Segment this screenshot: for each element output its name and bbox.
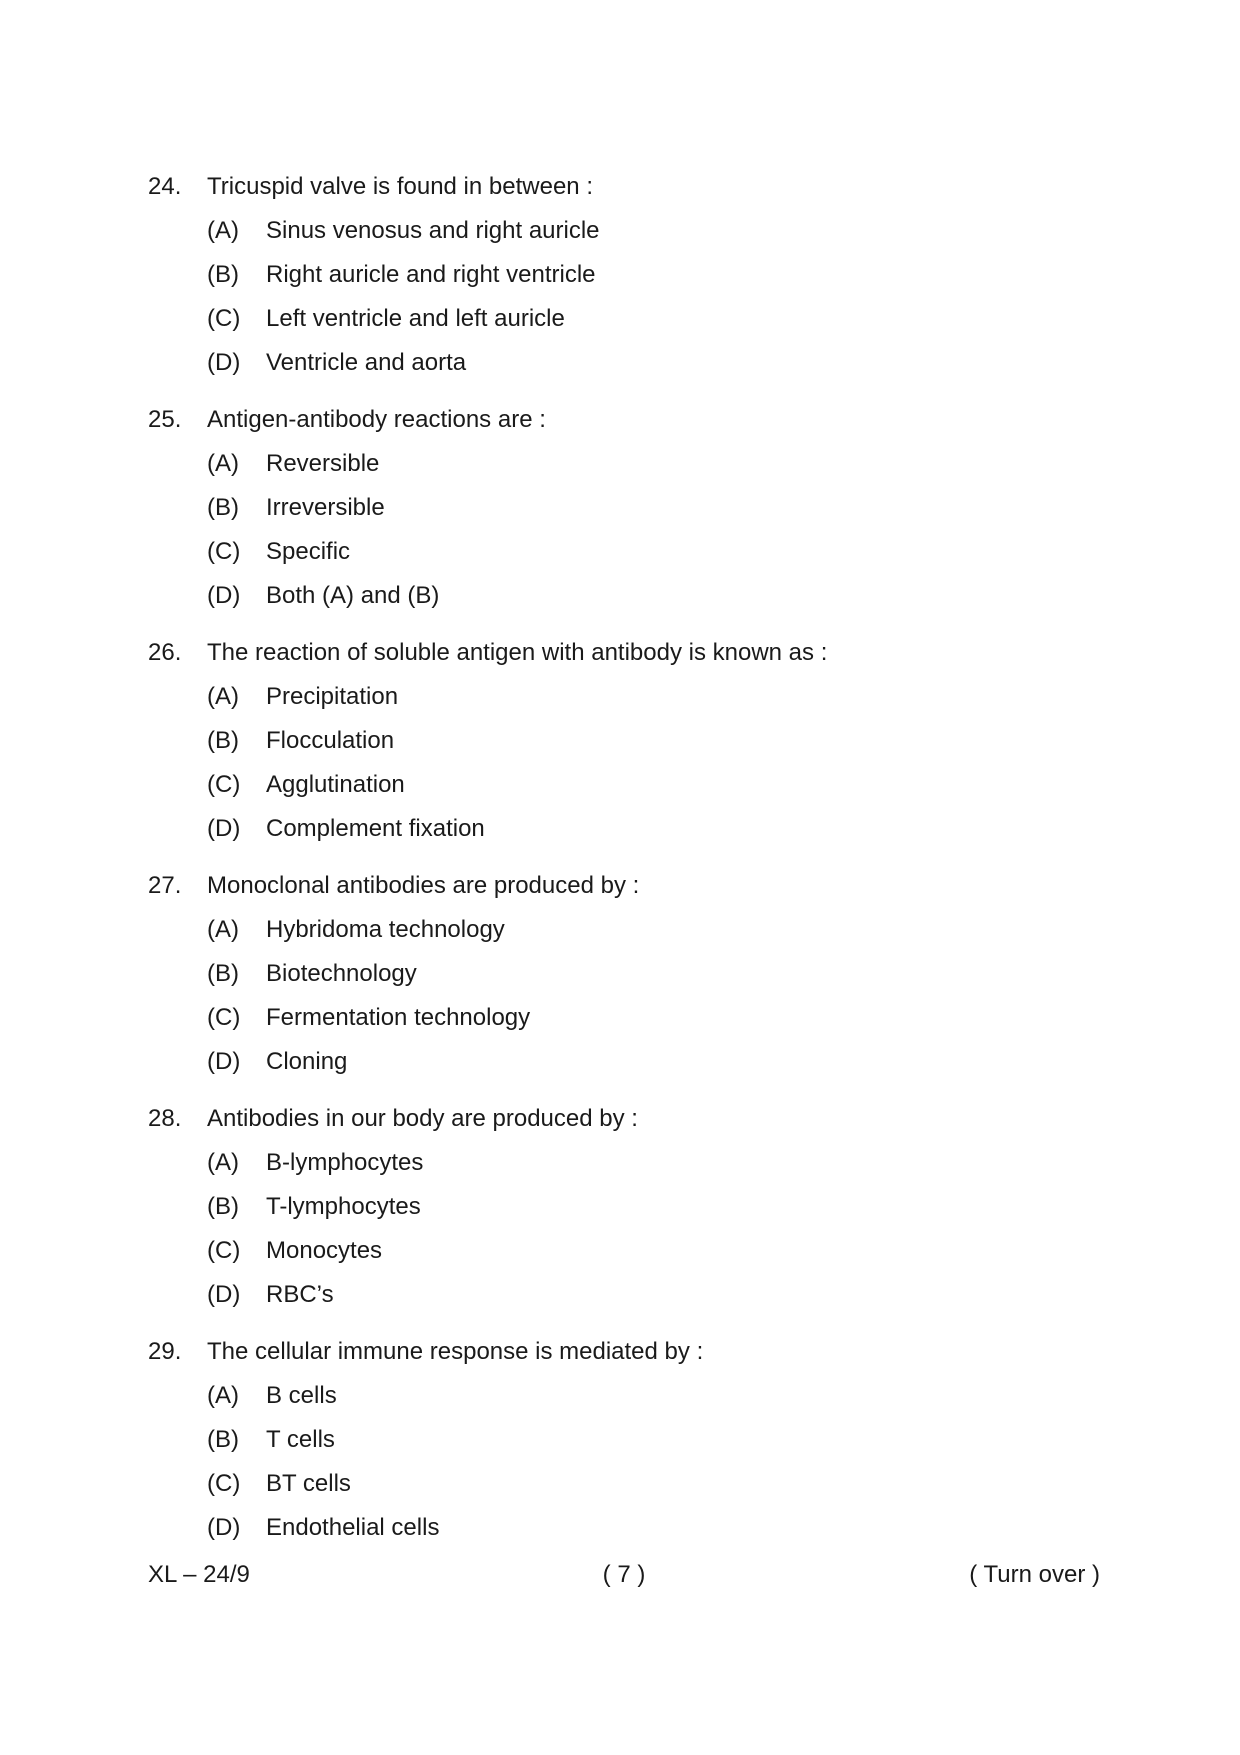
option-text: Ventricle and aorta [266, 349, 467, 376]
question-number: 26. [148, 639, 182, 666]
answer-option [148, 719, 1108, 763]
page-footer [148, 1555, 1100, 1595]
option-label: (B) [207, 960, 239, 987]
option-label: (C) [207, 771, 241, 798]
option-text: Flocculation [266, 727, 395, 754]
option-text: Biotechnology [266, 960, 417, 987]
question-item [148, 1097, 1108, 1317]
option-label: (B) [207, 1426, 239, 1453]
answer-option [148, 952, 1108, 996]
option-text: Complement fixation [266, 815, 485, 842]
option-label: (C) [207, 538, 241, 565]
option-label: (B) [207, 494, 239, 521]
paper-code: XL – 24/9 [148, 1561, 250, 1588]
answer-option [148, 341, 1108, 385]
option-text: B-lymphocytes [266, 1149, 424, 1176]
option-label: (C) [207, 1470, 241, 1497]
answer-option [148, 530, 1108, 574]
answer-option [148, 442, 1108, 486]
turn-over-note: ( Turn over ) [969, 1561, 1100, 1588]
option-text: Cloning [266, 1048, 348, 1075]
question-text: Monoclonal antibodies are produced by : [207, 872, 640, 899]
option-text: Both (A) and (B) [266, 582, 440, 609]
answer-option [148, 763, 1108, 807]
question-stem [148, 1330, 1108, 1374]
question-item [148, 631, 1108, 851]
option-label: (D) [207, 1281, 241, 1308]
option-label: (A) [207, 683, 239, 710]
answer-option [148, 908, 1108, 952]
option-text: Precipitation [266, 683, 399, 710]
question-stem [148, 631, 1108, 675]
question-item [148, 864, 1108, 1084]
option-label: (B) [207, 727, 239, 754]
option-text: T cells [266, 1426, 335, 1453]
answer-option [148, 1185, 1108, 1229]
answer-option [148, 253, 1108, 297]
answer-option [148, 574, 1108, 618]
question-text: Tricuspid valve is found in between : [207, 173, 593, 200]
answer-option [148, 1374, 1108, 1418]
answer-option [148, 1141, 1108, 1185]
question-text: The cellular immune response is mediated by : [207, 1338, 704, 1365]
option-label: (D) [207, 1514, 241, 1541]
option-text: T-lymphocytes [266, 1193, 421, 1220]
answer-option [148, 807, 1108, 851]
option-label: (D) [207, 815, 241, 842]
answer-option [148, 297, 1108, 341]
answer-option [148, 1506, 1108, 1550]
option-text: Sinus venosus and right auricle [266, 217, 600, 244]
question-item [148, 1330, 1108, 1550]
option-label: (A) [207, 217, 239, 244]
answer-option [148, 675, 1108, 719]
question-stem [148, 1097, 1108, 1141]
option-text: Specific [266, 538, 351, 565]
option-text: B cells [266, 1382, 337, 1409]
option-text: RBC’s [266, 1281, 334, 1308]
option-text: Right auricle and right ventricle [266, 261, 596, 288]
question-number: 29. [148, 1338, 182, 1365]
option-label: (B) [207, 1193, 239, 1220]
option-text: Endothelial cells [266, 1514, 440, 1541]
option-text: Reversible [266, 450, 380, 477]
page-number: ( 7 ) [602, 1561, 646, 1588]
answer-option [148, 996, 1108, 1040]
question-number: 25. [148, 406, 182, 433]
option-label: (D) [207, 1048, 241, 1075]
option-label: (A) [207, 450, 239, 477]
question-list [148, 165, 1108, 1563]
answer-option [148, 1273, 1108, 1317]
option-text: BT cells [266, 1470, 351, 1497]
answer-option [148, 1418, 1108, 1462]
question-stem [148, 864, 1108, 908]
option-label: (C) [207, 1237, 241, 1264]
option-text: Agglutination [266, 771, 405, 798]
option-text: Irreversible [266, 494, 385, 521]
answer-option [148, 1040, 1108, 1084]
question-number: 27. [148, 872, 182, 899]
question-text: Antigen-antibody reactions are : [207, 406, 546, 433]
option-label: (A) [207, 1382, 239, 1409]
option-text: Fermentation technology [266, 1004, 531, 1031]
answer-option [148, 209, 1108, 253]
question-item [148, 398, 1108, 618]
question-text: Antibodies in our body are produced by : [207, 1105, 638, 1132]
option-label: (A) [207, 916, 239, 943]
option-label: (D) [207, 349, 241, 376]
answer-option [148, 486, 1108, 530]
option-text: Left ventricle and left auricle [266, 305, 565, 332]
question-item [148, 165, 1108, 385]
option-label: (B) [207, 261, 239, 288]
option-text: Monocytes [266, 1237, 383, 1264]
option-label: (C) [207, 1004, 241, 1031]
answer-option [148, 1229, 1108, 1273]
question-number: 28. [148, 1105, 182, 1132]
question-text: The reaction of soluble antigen with antibody is known as : [207, 639, 828, 666]
question-stem [148, 398, 1108, 442]
option-label: (C) [207, 305, 241, 332]
option-label: (D) [207, 582, 241, 609]
option-label: (A) [207, 1149, 239, 1176]
option-text: Hybridoma technology [266, 916, 505, 943]
answer-option [148, 1462, 1108, 1506]
question-number: 24. [148, 173, 182, 200]
question-stem [148, 165, 1108, 209]
